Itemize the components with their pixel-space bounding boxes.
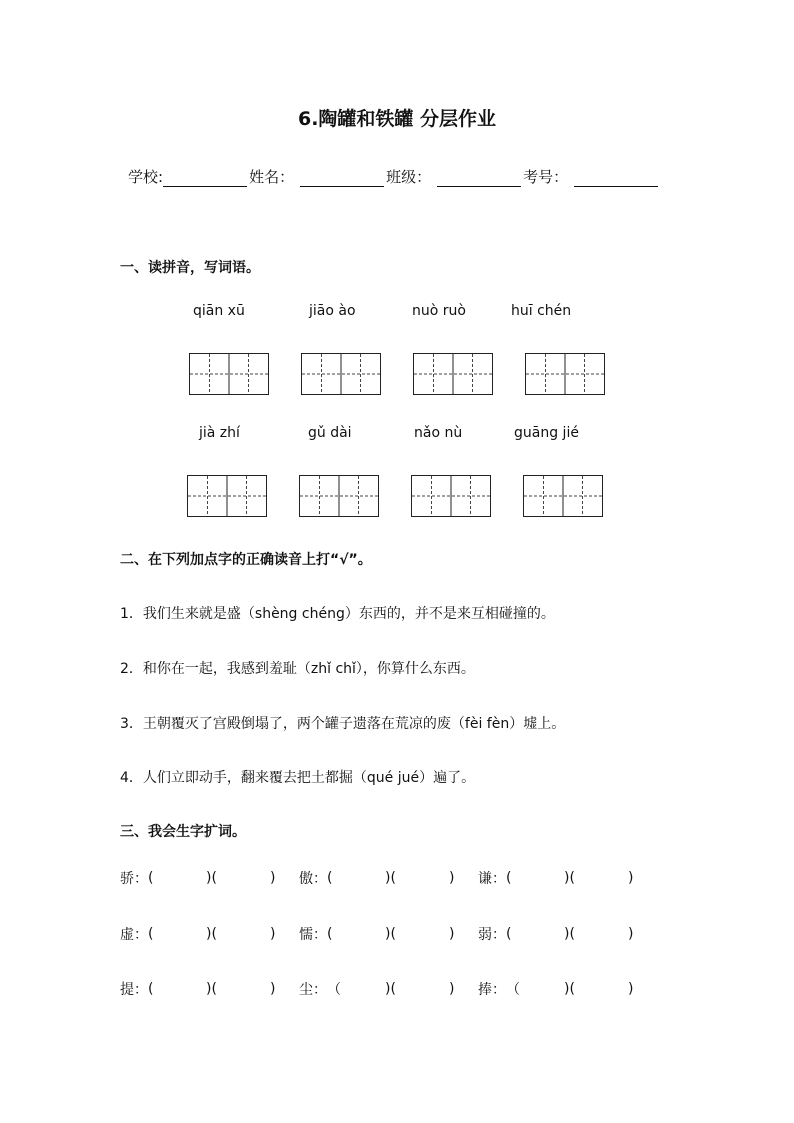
paren-mid: )(	[385, 870, 396, 886]
pinyin-1: qiān xū	[193, 303, 245, 319]
paren-close: )	[270, 870, 276, 886]
paren-open: （	[327, 982, 341, 998]
question-1: 1．我们生来就是盛（shèng chéng）东西的，并不是来互相碰撞的。	[120, 606, 555, 622]
paren-open: (	[506, 870, 512, 886]
expand-row-3	[120, 979, 657, 999]
char-label: 懦：	[299, 927, 327, 943]
paren-mid: )(	[206, 981, 217, 997]
paren-mid: )(	[385, 926, 396, 942]
page-title: 6.陶罐和铁罐 分层作业	[297, 108, 497, 130]
section2-heading: 二、在下列加点字的正确读音上打“√”。	[120, 552, 372, 568]
student-info-line	[128, 166, 660, 187]
pinyin-8: guāng jié	[514, 425, 579, 441]
expand-row-2	[120, 924, 657, 944]
pinyin-5: jià zhí	[199, 425, 240, 441]
number-blank[interactable]	[574, 172, 658, 187]
expand-item[interactable]	[120, 979, 299, 999]
writing-grid[interactable]	[413, 353, 493, 395]
paren-close: )	[270, 981, 276, 997]
paren-close: )	[449, 870, 455, 886]
paren-mid: )(	[206, 926, 217, 942]
writing-grid[interactable]	[299, 475, 379, 517]
expand-row-1	[120, 868, 657, 888]
writing-grid[interactable]	[187, 475, 267, 517]
writing-grid[interactable]	[525, 353, 605, 395]
char-label: 骄：	[120, 871, 148, 887]
paren-open: (	[148, 981, 154, 997]
paren-mid: )(	[564, 870, 575, 886]
pinyin-3: nuò ruò	[412, 303, 466, 319]
expand-item[interactable]	[120, 924, 299, 944]
name-blank[interactable]	[300, 172, 384, 187]
paren-close: )	[449, 926, 455, 942]
expand-item[interactable]	[299, 868, 478, 888]
expand-item[interactable]	[299, 979, 478, 999]
class-blank[interactable]	[437, 172, 521, 187]
school-label: 学校:	[128, 168, 164, 186]
class-label: 班级：	[386, 168, 432, 186]
expand-item[interactable]	[299, 924, 478, 944]
paren-close: )	[270, 926, 276, 942]
pinyin-4: huī chén	[511, 303, 572, 319]
question-4: 4．人们立即动手，翻来覆去把土都掘（qué jué）遍了。	[120, 770, 476, 786]
expand-item[interactable]	[478, 924, 657, 944]
char-label: 弱：	[478, 927, 506, 943]
section1-heading: 一、读拼音，写词语。	[120, 260, 260, 276]
char-label: 傲：	[299, 871, 327, 887]
pinyin-6: gǔ dài	[308, 425, 352, 441]
question-2: 2．和你在一起，我感到羞耻（zhǐ chǐ），你算什么东西。	[120, 661, 475, 677]
writing-grid[interactable]	[411, 475, 491, 517]
name-label: 姓名：	[249, 168, 295, 186]
question-3: 3．王朝覆灭了宫殿倒塌了，两个罐子遗落在荒凉的废（fèi fèn）墟上。	[120, 716, 566, 732]
paren-open: (	[327, 870, 333, 886]
writing-grid[interactable]	[523, 475, 603, 517]
writing-grid[interactable]	[301, 353, 381, 395]
paren-close: )	[449, 981, 455, 997]
paren-close: )	[628, 870, 634, 886]
char-label: 虚：	[120, 927, 148, 943]
paren-mid: )(	[564, 926, 575, 942]
paren-open: （	[506, 982, 520, 998]
writing-grid[interactable]	[189, 353, 269, 395]
section3-heading: 三、我会生字扩词。	[120, 824, 246, 840]
paren-close: )	[628, 926, 634, 942]
school-blank[interactable]	[163, 172, 247, 187]
char-label: 捧：	[478, 982, 506, 998]
paren-mid: )(	[564, 981, 575, 997]
char-label: 提：	[120, 982, 148, 998]
paren-open: (	[148, 926, 154, 942]
char-label: 谦：	[478, 871, 506, 887]
paren-open: (	[148, 870, 154, 886]
char-label: 尘：	[299, 982, 327, 998]
paren-mid: )(	[385, 981, 396, 997]
paren-open: (	[506, 926, 512, 942]
paren-open: (	[327, 926, 333, 942]
paren-close: )	[628, 981, 634, 997]
pinyin-7: nǎo nù	[414, 425, 463, 441]
expand-item[interactable]	[120, 868, 299, 888]
expand-item[interactable]	[478, 868, 657, 888]
pinyin-2: jiāo ào	[309, 303, 356, 319]
paren-mid: )(	[206, 870, 217, 886]
expand-item[interactable]	[478, 979, 657, 999]
number-label: 考号：	[523, 168, 569, 186]
